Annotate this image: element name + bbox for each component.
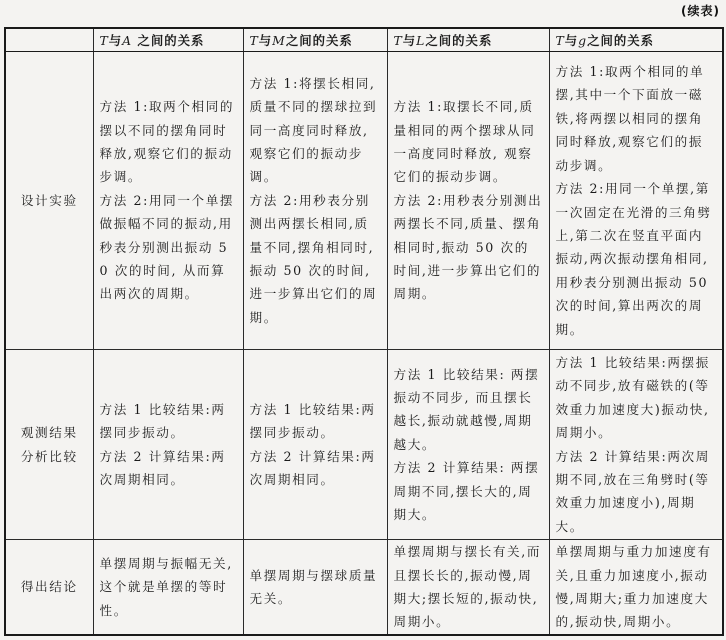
row-design-experiment [5,52,723,350]
header-corner [5,28,93,52]
cell-length-observation [387,350,549,540]
continued-table-label: (续表) [681,4,720,18]
method-2-result: 方法 2 计算结果:两次周期不同,放在三角劈时(等效重力加速度小),周期大。 [555,448,710,534]
conclusion-text: 单摆周期与摆长有关,而且摆长长的,振动慢,周期大;摆长短的,振动快,周期小。 [393,544,542,630]
cell-gravity-conclusion [549,540,723,636]
method-2-text: 方法 2:用同一个单摆做振幅不同的振动,用秒表分别测出振动 50 次的时间, 从而算出两次的周期。 [99,192,235,302]
method-2-result: 方法 2 计算结果:两次周期相同。 [99,448,226,487]
conclusion-text: 单摆周期与振幅无关,这个就是单摆的等时性。 [99,555,233,618]
conclusion-text: 单摆周期与摆球质量无关。 [249,567,378,606]
method-1-result: 方法 1 比较结果: 两摆振动不同步, 而且摆长越长,振动就越慢,周期越大。 [393,366,540,452]
method-2-text: 方法 2:用秒表分别测出两摆长相同,质量不同,摆角相同时,振动 50 次的时间,进一步算出它们的周期。 [249,192,378,325]
header-t-vs-gravity: T与g之间的关系 [549,28,723,52]
row-label-conclusion: 得出结论 [5,540,93,636]
cell-amplitude-design [93,52,243,350]
cell-amplitude-conclusion [93,540,243,636]
row-observation-analysis [5,350,723,540]
method-1-text: 方法 1:取两个相同的摆以不同的摆角同时释放,观察它们的振动步调。 [99,99,235,185]
method-1-result: 方法 1 比较结果:两摆振动不同步,放有磁铁的(等效重力加速度大)振动快,周期小。 [555,354,710,441]
method-2-text: 方法 2:用秒表分别测出两摆长不同,质量、摆角相同时,振动 50 次的时间,进一步算出它们的周期。 [393,192,543,302]
row-label-observation-analysis: 观测结果 分析比较 [5,350,93,540]
row-label-design-experiment: 设计实验 [5,52,93,350]
method-2-text: 方法 2:用同一个单摆,第一次固定在光滑的三角劈上,第二次在竖直平面内振动,两次振动摆角相同,用秒表分别测出振动 50 次的时间,算出两次的周期。 [555,181,712,337]
method-1-text: 方法 1:取摆长不同,质量相同的两个摆球从同一高度同时释放, 观察它们的振动步调。 [393,99,536,185]
method-2-result: 方法 2 计算结果:两次周期相同。 [249,448,376,487]
cell-amplitude-observation [93,350,243,540]
method-1-text: 方法 1:取两个相同的单摆,其中一个下面放一磁铁,将两摆以相同的摆角同时释放,观察它们的振动步调。 [555,64,705,173]
row-conclusion [5,540,723,636]
header-t-vs-length: T与L之间的关系 [387,28,549,52]
cell-mass-observation [243,350,387,540]
cell-gravity-design [549,52,723,350]
method-1-result: 方法 1 比较结果:两摆同步振动。 [249,401,376,441]
conclusion-text: 单摆周期与重力加速度有关,且重力加速度小,振动慢,周期大;重力加速度大的,振动快,周期小。 [555,544,712,630]
method-1-result: 方法 1 比较结果:两摆同步振动。 [99,401,226,441]
cell-length-design [387,52,549,350]
cell-length-conclusion [387,540,549,636]
cell-gravity-observation [549,350,723,540]
header-t-vs-amplitude: T与A 之间的关系 [93,28,243,52]
method-2-result: 方法 2 计算结果: 两摆周期不同,摆长大的,周期大。 [393,460,540,523]
cell-mass-design [243,52,387,350]
pendulum-experiment-table [4,27,724,636]
method-1-text: 方法 1:将摆长相同,质量不同的摆球拉到同一高度同时释放,观察它们的振动步调。 [249,75,378,185]
header-row [5,28,723,52]
cell-mass-conclusion [243,540,387,636]
header-t-vs-mass: T与M之间的关系 [243,28,387,52]
